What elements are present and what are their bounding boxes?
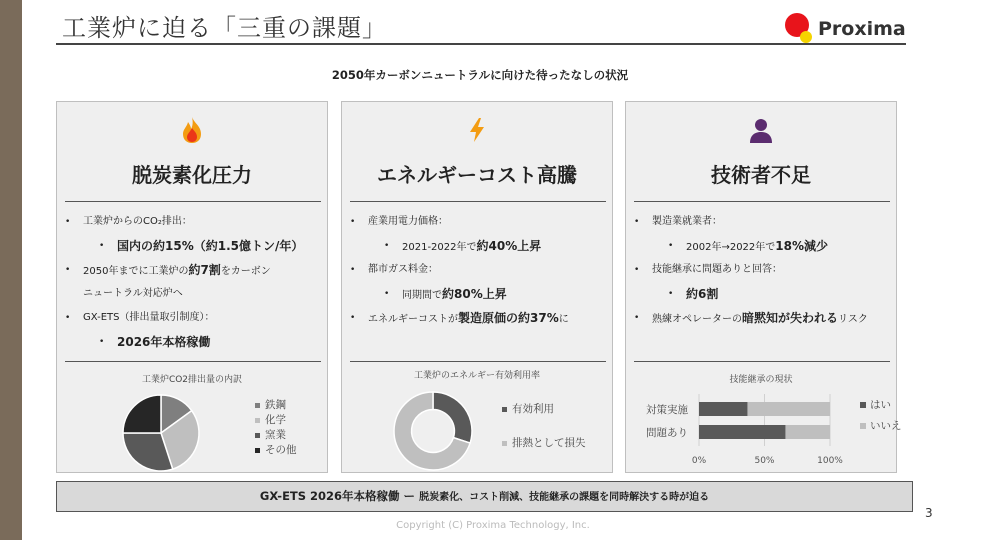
list-item: • 2026年本格稼働: [99, 335, 211, 349]
summary-banner: GX-ETS 2026年本格稼働 ー 脱炭素化、コスト削減、技能継承の課題を同時解決する時が迫る: [56, 481, 913, 512]
legend-swatch: [860, 423, 866, 429]
divider: [65, 201, 321, 202]
divider: [634, 361, 890, 362]
divider: [634, 201, 890, 202]
list-item: • 2021-2022年で約40%上昇: [384, 239, 542, 253]
list-item: • 国内の約15%（約1.5億トン/年）: [99, 239, 304, 253]
flame-icon: [179, 116, 205, 144]
list-item: • 2050年までに工業炉の約7割をカーボン: [65, 263, 271, 277]
list-item: • GX-ETS（排出量取引制度）：: [65, 312, 215, 323]
legend-item: 化学: [255, 413, 297, 428]
divider: [350, 201, 606, 202]
copyright: Copyright (C) Proxima Technology, Inc.: [396, 520, 590, 531]
bar-はい: [699, 402, 747, 416]
chart-title: 工業炉のエネルギー有効利用率: [413, 371, 540, 381]
list-item: • 産業用電力価格：: [350, 216, 448, 227]
bar-はい: [699, 425, 785, 439]
panel-skill-shortage: [625, 101, 902, 473]
person-icon: [748, 116, 774, 144]
legend-label: はい: [870, 399, 891, 411]
category-label: 問題あり: [646, 427, 688, 439]
page-number: 3: [925, 506, 933, 520]
list-item: • 約6割: [668, 287, 719, 301]
chart-legend: [502, 402, 586, 451]
x-tick-label: 50%: [754, 456, 775, 466]
chart-title: 工業炉CO2排出量の内訳: [141, 375, 243, 385]
list-item: • 熟練オペレーターの暗黙知が失われるリスク: [634, 311, 868, 325]
proxima-logo: [784, 12, 914, 46]
chart-legend: [255, 398, 297, 458]
x-tick-label: 0%: [691, 456, 707, 466]
pie-slice-有効利用: [433, 392, 472, 443]
legend-swatch: [860, 402, 866, 408]
panel-heading: 技術者不足: [711, 163, 811, 187]
list-item: • 工業炉からのCO₂排出：: [65, 216, 192, 227]
skills-bar-chart: [634, 390, 902, 470]
logo-text: Proxima: [818, 18, 906, 40]
legend-label: いいえ: [870, 420, 902, 432]
list-item: • 2002年→2022年で18%減少: [668, 239, 829, 253]
legend-item: 排熱として損失: [502, 436, 586, 451]
bar-いいえ: [785, 425, 830, 439]
co2-pie-chart: [121, 393, 201, 473]
bar-いいえ: [747, 402, 830, 416]
panel-heading: 脱炭素化圧力: [132, 163, 252, 187]
legend-item: 有効利用: [502, 402, 586, 417]
energy-donut-chart: [392, 390, 474, 472]
list-item: • 製造業就業者：: [634, 216, 722, 227]
legend-item: 窯業: [255, 428, 297, 443]
bullet-list: [350, 210, 610, 330]
lightning-icon: [464, 116, 490, 144]
legend-item: 鉄鋼: [255, 398, 297, 413]
panel-heading: エネルギーコスト高騰: [377, 163, 577, 187]
panel-energy-cost: [341, 101, 613, 473]
category-label: 対策実施: [646, 404, 688, 416]
bullet-list: [634, 210, 894, 330]
list-item: • 同期間で約80%上昇: [384, 287, 507, 301]
list-item: • 都市ガス料金：: [350, 264, 438, 275]
x-tick-label: 100%: [817, 456, 843, 466]
legend-item: その他: [255, 443, 297, 458]
slide-title: 工業炉に迫る「三重の課題」: [62, 14, 387, 42]
slide-subtitle: 2050年カーボンニュートラルに向けた待ったなしの状況: [331, 68, 629, 82]
chart-title: 技能継承の現状: [729, 375, 793, 385]
divider: [350, 361, 606, 362]
list-item-continuation: ニュートラル対応炉へ: [83, 288, 183, 299]
divider: [65, 361, 321, 362]
pie-slice-その他: [123, 395, 161, 433]
title-underline: [56, 43, 906, 45]
bullet-list: [65, 210, 325, 354]
logo-mark-icon: [784, 12, 814, 42]
list-item: • エネルギーコストが製造原価の約37%に: [350, 311, 569, 325]
list-item: • 技能継承に問題ありと回答：: [634, 264, 782, 275]
panel-decarbonization: [56, 101, 328, 473]
